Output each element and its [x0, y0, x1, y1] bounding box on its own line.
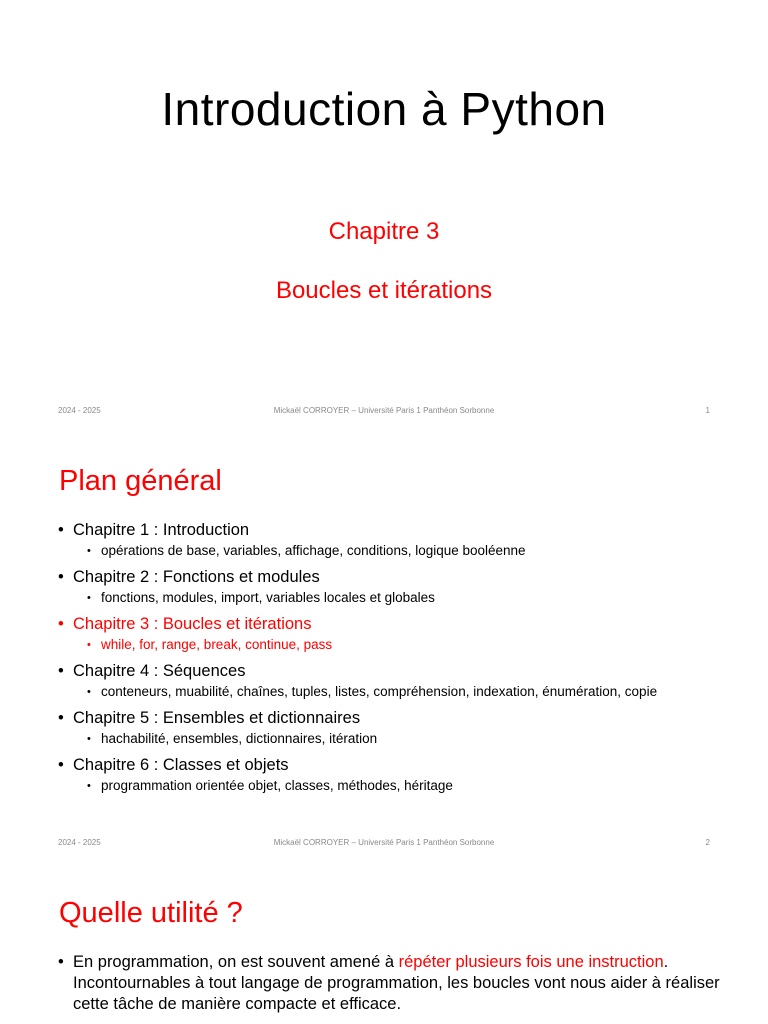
chapter-subtitle: Boucles et itérations [275, 277, 493, 304]
slide-footer [0, 406, 768, 418]
chapter-label: Chapitre 3 [328, 218, 440, 245]
footer-page-number: 1 [705, 406, 710, 415]
plan-item [58, 567, 748, 608]
chapter-topics: • opérations de base, variables, affichage, conditions, logique booléenne [87, 541, 748, 561]
bullet-paragraph [58, 952, 733, 1015]
chapter-title: • Chapitre 4 : Séquences [58, 661, 748, 682]
presentation-title: Introduction à Python [161, 83, 607, 135]
footer-page-number: 2 [705, 838, 710, 847]
chapter-title: • Chapitre 1 : Introduction [58, 520, 748, 541]
chapter-title: • Chapitre 3 : Boucles et itérations [58, 614, 748, 635]
plan-item [58, 755, 748, 796]
paragraph-text-end: . Incontournables à tout langage de programmation, les boucles vont nous aider à réaliser cette tâche de manière compacte et efficace. [73, 953, 720, 1013]
plan-item [58, 661, 748, 702]
footer-author: Mickaël CORROYER – Université Paris 1 Panthéon Sorbonne [273, 406, 495, 415]
slide-plan [0, 432, 768, 864]
chapter-title: • Chapitre 2 : Fonctions et modules [58, 567, 748, 588]
paragraph-text: En programmation, on est souvent amené à [73, 953, 399, 971]
footer-author: Mickaël CORROYER – Université Paris 1 Panthéon Sorbonne [273, 838, 495, 847]
highlighted-text: répéter plusieurs fois une instruction [398, 953, 664, 971]
slide-heading: Quelle utilité ? [59, 897, 243, 929]
slide-title [0, 0, 768, 432]
chapter-topics: • hachabilité, ensembles, dictionnaires, itération [87, 729, 748, 749]
slide-footer [0, 838, 768, 850]
footer-year: 2024 - 2025 [58, 838, 101, 847]
chapter-title: • Chapitre 5 : Ensembles et dictionnaires [58, 708, 748, 729]
footer-year: 2024 - 2025 [58, 406, 101, 415]
plan-item [58, 520, 748, 561]
slide-heading: Plan général [59, 465, 222, 497]
chapter-topics: • while, for, range, break, continue, pass [87, 635, 748, 655]
chapter-topics: • programmation orientée objet, classes, méthodes, héritage [87, 776, 748, 796]
plan-list [58, 520, 748, 802]
chapter-title: • Chapitre 6 : Classes et objets [58, 755, 748, 776]
chapter-topics: • conteneurs, muabilité, chaînes, tuples, listes, compréhension, indexation, énumération, copie [87, 682, 748, 702]
chapter-topics: • fonctions, modules, import, variables locales et globales [87, 588, 748, 608]
slide-usefulness [0, 864, 768, 1024]
plan-item [58, 708, 748, 749]
plan-item [58, 614, 748, 655]
